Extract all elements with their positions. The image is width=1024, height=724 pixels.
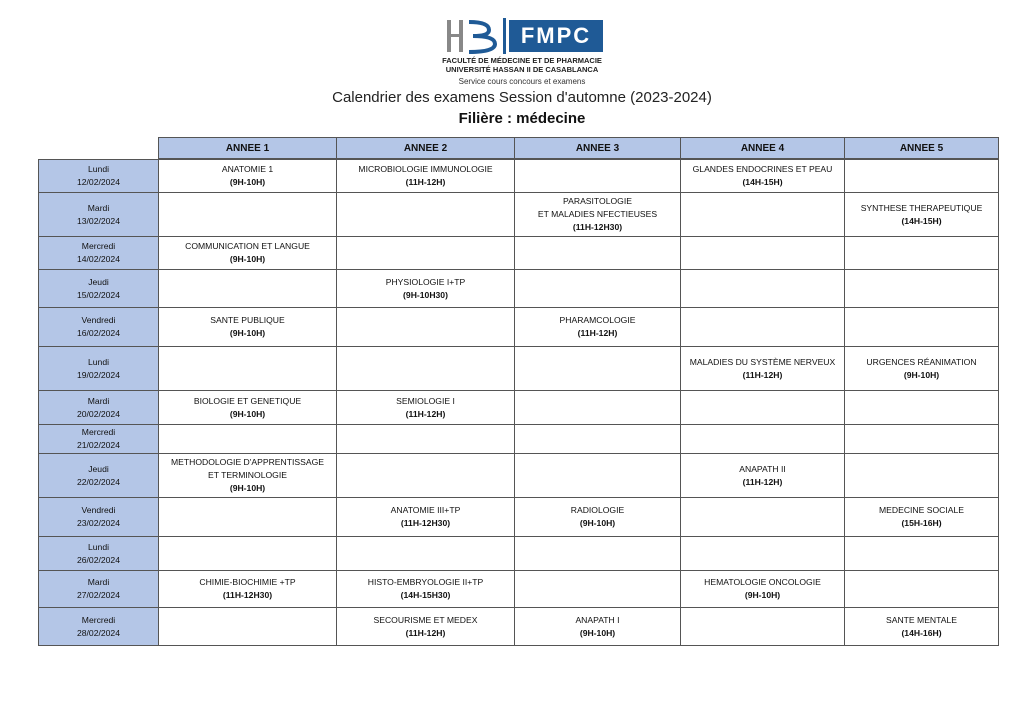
exam-subject: MEDECINE SOCIALE <box>878 505 964 515</box>
exam-subject: CHIMIE-BIOCHIMIE +TP <box>199 577 296 587</box>
empty-cell <box>844 269 999 308</box>
date: 22/02/2024 <box>76 476 120 487</box>
exam-cell <box>336 269 515 308</box>
empty-cell <box>336 307 515 347</box>
date: 27/02/2024 <box>76 590 120 600</box>
exam-cell <box>680 159 845 193</box>
exam-subject: SYNTHESE THERAPEUTIQUE <box>860 202 983 213</box>
exam-subject: HISTO-EMBRYOLOGIE II+TP <box>367 577 484 587</box>
empty-cell <box>680 607 845 646</box>
empty-cell <box>158 607 337 646</box>
day-cell <box>38 159 159 193</box>
exam-cell <box>844 607 999 646</box>
date: 26/02/2024 <box>76 554 120 565</box>
exam-cell <box>336 607 515 646</box>
empty-cell <box>680 236 845 270</box>
column-header: ANNEE 1 <box>158 137 337 159</box>
day-cell <box>38 607 159 646</box>
empty-cell <box>844 453 999 498</box>
date: 14/02/2024 <box>76 254 120 264</box>
empty-cell <box>158 424 337 454</box>
exam-cell <box>158 159 337 193</box>
day-name: Mercredi <box>81 241 116 251</box>
day-name: Mardi <box>87 395 110 406</box>
day-name: Lundi <box>87 541 110 552</box>
exam-cell <box>158 307 337 347</box>
empty-cell <box>844 390 999 425</box>
logo-divider <box>503 18 506 54</box>
exam-subject: RADIOLOGIE <box>570 505 625 515</box>
uh2c-logo-icon <box>445 18 501 54</box>
exam-cell <box>336 570 515 608</box>
day-cell <box>38 192 159 237</box>
day-cell <box>38 236 159 270</box>
exam-subject: HEMATOLOGIE ONCOLOGIE <box>704 577 821 587</box>
exam-cell <box>680 346 845 391</box>
exam-subject: SEMIOLOGIE I <box>396 395 455 406</box>
exam-time: (11H-12H30) <box>222 590 273 600</box>
empty-cell <box>680 424 845 454</box>
university-name: UNIVERSITÉ HASSAN II DE CASABLANCA <box>445 65 599 74</box>
empty-cell <box>158 346 337 391</box>
exam-subject: ANATOMIE 1 <box>221 164 274 174</box>
empty-cell <box>158 497 337 537</box>
exam-subject: BIOLOGIE ET GENETIQUE <box>193 395 302 406</box>
exam-time: (11H-12H) <box>405 408 446 419</box>
empty-cell <box>514 269 681 308</box>
empty-cell <box>844 307 999 347</box>
empty-cell <box>680 536 845 571</box>
exam-time: (11H-12H) <box>577 328 618 338</box>
day-name: Mardi <box>87 202 110 213</box>
column-header: ANNEE 2 <box>336 137 515 159</box>
exam-cell <box>514 607 681 646</box>
empty-cell <box>514 453 681 498</box>
exam-cell <box>158 390 337 425</box>
exam-cell <box>336 159 515 193</box>
exam-time: (11H-12H) <box>405 627 446 638</box>
exam-subject: METHODOLOGIE D'APPRENTISSAGE <box>170 457 324 467</box>
exam-time: (11H-12H) <box>742 476 783 487</box>
exam-subject: ANAPATH I <box>575 614 620 625</box>
exam-cell <box>514 192 681 237</box>
empty-cell <box>336 192 515 237</box>
exam-time: (14H-15H30) <box>400 590 451 600</box>
day-name: Mercredi <box>81 614 116 625</box>
empty-cell <box>514 236 681 270</box>
exam-time: (11H-12H) <box>742 369 783 380</box>
exam-cell <box>844 497 999 537</box>
exam-time: (9H-10H30) <box>403 289 448 300</box>
date: 12/02/2024 <box>76 177 120 187</box>
empty-cell <box>514 424 681 454</box>
logo-brand: FMPC <box>509 20 603 52</box>
empty-cell <box>158 269 337 308</box>
empty-cell <box>158 192 337 237</box>
exam-time: (9H-10H) <box>229 254 266 264</box>
exam-time: (14H-15H) <box>901 215 942 226</box>
empty-cell <box>514 536 681 571</box>
exam-time: (9H-10H) <box>229 177 266 187</box>
empty-cell <box>844 536 999 571</box>
exam-subject: SECOURISME ET MEDEX <box>373 614 478 625</box>
empty-cell <box>680 390 845 425</box>
date: 20/02/2024 <box>76 408 120 419</box>
empty-cell <box>158 536 337 571</box>
empty-cell <box>336 424 515 454</box>
day-cell <box>38 536 159 571</box>
day-name: Vendredi <box>81 315 116 325</box>
day-cell <box>38 497 159 537</box>
day-name: Jeudi <box>88 276 109 287</box>
day-name: Lundi <box>87 356 110 367</box>
column-header: ANNEE 4 <box>680 137 845 159</box>
exam-subject: ANATOMIE III+TP <box>390 505 461 515</box>
date: 16/02/2024 <box>76 328 120 338</box>
exam-cell <box>336 497 515 537</box>
exam-time: (9H-10H) <box>579 627 616 638</box>
empty-cell <box>514 390 681 425</box>
empty-cell <box>844 424 999 454</box>
exam-time: (11H-12H30) <box>400 518 451 528</box>
day-cell <box>38 269 159 308</box>
exam-subject: SANTE MENTALE <box>886 614 957 625</box>
day-cell <box>38 346 159 391</box>
exam-time: (9H-10H) <box>229 408 266 419</box>
empty-cell <box>514 346 681 391</box>
exam-subject: PARASITOLOGIE <box>563 196 632 206</box>
exam-subject: SANTE PUBLIQUE <box>210 315 285 325</box>
exam-cell <box>844 192 999 237</box>
fmpc-logo <box>445 18 603 54</box>
exam-time: (9H-10H) <box>903 369 940 380</box>
exam-time: (9H-10H) <box>229 483 266 493</box>
exam-cell <box>158 453 337 498</box>
exam-cell <box>844 346 999 391</box>
exam-time: (9H-10H) <box>744 590 781 600</box>
empty-cell <box>336 453 515 498</box>
empty-cell <box>336 536 515 571</box>
document-subtitle: Filière : médecine <box>458 110 586 127</box>
day-name: Vendredi <box>81 505 116 515</box>
date: 28/02/2024 <box>76 627 120 638</box>
empty-cell <box>336 346 515 391</box>
exam-subject: PHYSIOLOGIE I+TP <box>385 276 466 287</box>
date: 21/02/2024 <box>76 440 120 450</box>
exam-time: (9H-10H) <box>579 518 616 528</box>
empty-cell <box>336 236 515 270</box>
exam-subject: ANAPATH II <box>739 463 786 474</box>
date: 15/02/2024 <box>76 289 120 300</box>
empty-cell <box>680 269 845 308</box>
exam-subject: ET TERMINOLOGIE <box>208 470 287 480</box>
column-header: ANNEE 3 <box>514 137 681 159</box>
exam-subject: GLANDES ENDOCRINES ET PEAU <box>692 164 833 174</box>
exam-time: (15H-16H) <box>901 518 942 528</box>
exam-cell <box>336 390 515 425</box>
exam-cell <box>514 497 681 537</box>
day-cell <box>38 570 159 608</box>
empty-cell <box>844 570 999 608</box>
exam-time: (14H-15H) <box>742 177 783 187</box>
exam-cell <box>158 570 337 608</box>
day-name: Jeudi <box>88 463 109 474</box>
day-cell <box>38 453 159 498</box>
exam-cell <box>514 307 681 347</box>
exam-time: (11H-12H) <box>405 177 446 187</box>
day-cell <box>38 307 159 347</box>
day-name: Mardi <box>87 577 110 587</box>
exam-subject: MALADIES DU SYSTÈME NERVEUX <box>689 356 836 367</box>
exam-time: (11H-12H30) <box>572 222 623 232</box>
exam-subject: MICROBIOLOGIE IMMUNOLOGIE <box>358 164 493 174</box>
day-name: Mercredi <box>81 427 116 437</box>
exam-subject: COMMUNICATION ET LANGUE <box>185 241 310 251</box>
exam-time: (9H-10H) <box>229 328 266 338</box>
day-cell <box>38 390 159 425</box>
empty-cell <box>844 236 999 270</box>
exam-cell <box>158 236 337 270</box>
exam-time: (14H-16H) <box>901 627 942 638</box>
document-title: Calendrier des examens Session d'automne (2023-2024) <box>332 89 712 106</box>
date: 19/02/2024 <box>76 369 120 380</box>
exam-subject: PHARAMCOLOGIE <box>559 315 636 325</box>
empty-cell <box>680 497 845 537</box>
service-name: Service cours concours et examens <box>458 77 586 86</box>
empty-cell <box>844 159 999 193</box>
empty-cell <box>680 307 845 347</box>
empty-cell <box>680 192 845 237</box>
empty-cell <box>514 570 681 608</box>
exam-cell <box>680 570 845 608</box>
exam-cell <box>680 453 845 498</box>
faculty-name: FACULTÉ DE MÉDECINE ET DE PHARMACIE <box>442 56 602 65</box>
date: 23/02/2024 <box>76 518 120 528</box>
day-cell <box>38 424 159 454</box>
empty-cell <box>514 159 681 193</box>
exam-subject: URGENCES RÉANIMATION <box>866 356 977 367</box>
column-header: ANNEE 5 <box>844 137 999 159</box>
exam-subject: ET MALADIES NFECTIEUSES <box>537 209 658 219</box>
date: 13/02/2024 <box>76 215 120 226</box>
day-name: Lundi <box>87 164 110 174</box>
